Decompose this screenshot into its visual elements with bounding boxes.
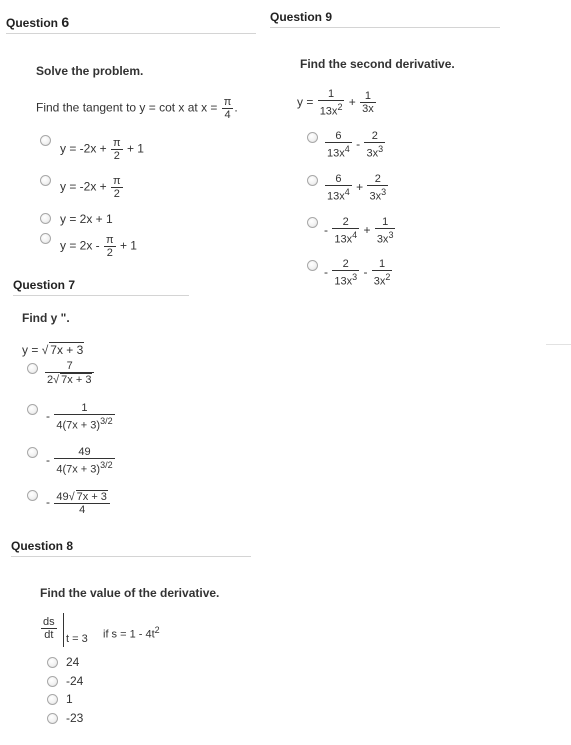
q8-eval-at: t = 3 (66, 633, 88, 645)
fraction: $\frac{2}{3x^3}$ (366, 130, 384, 160)
fraction: $\frac{6}{13x^4}$ (327, 173, 350, 203)
q6-option-3: y = 2x + 1 (60, 212, 113, 226)
q8-condition: if $s = 1 - 4t^2$ (103, 625, 160, 641)
q8-option-3: 1 (66, 692, 73, 706)
q6-option-1-radio[interactable] (40, 135, 51, 146)
fraction: $\frac{7}{2√ 7x + 3}$ (45, 360, 94, 386)
question-8-instruction: Find the value of the derivative. (40, 586, 220, 600)
q7-option-4-radio[interactable] (27, 490, 38, 501)
question-7-instruction: Find y ". (22, 311, 70, 325)
question-7-given: y = √ 7x + 3 (22, 343, 84, 357)
question-9-given: y = $\frac{1}{13x^2}$ + $\frac{1}{3x}$ (297, 88, 374, 118)
question-6-heading: Question 6 (6, 14, 256, 34)
fraction: $\frac{1}{3x^3}$ (376, 216, 394, 246)
q8-option-2-radio[interactable] (47, 676, 58, 687)
q9-option-2: $\frac{6}{13x^4}$ + $\frac{2}{3x^3}$ (327, 173, 387, 203)
q7-option-3-radio[interactable] (27, 447, 38, 458)
q6-option-2: y = -2x + $\frac{\pi}{2}$ (60, 175, 121, 200)
question-7-heading: Question 7 (13, 278, 189, 296)
q7-option-1-radio[interactable] (27, 363, 38, 374)
question-9-instruction: Find the second derivative. (300, 57, 455, 71)
q8-derivative-expression (40, 616, 58, 641)
evaluation-bar (63, 613, 64, 647)
q8-option-1-radio[interactable] (47, 657, 58, 668)
fraction: $\frac{2}{3x^3}$ (369, 173, 387, 203)
q6-option-4: y = 2x - $\frac{\pi}{2}$ + 1 (60, 234, 137, 259)
q6-option-4-radio[interactable] (40, 233, 51, 244)
fraction: $\frac{49√ 7x + 3}{4}$ (54, 490, 110, 516)
fraction: $\frac{1}{3x}$ (362, 90, 374, 116)
question-6-instruction: Solve the problem. (36, 64, 144, 78)
q8-option-2: -24 (66, 674, 84, 688)
q7-option-4: - $\frac{49√ 7x + 3}{4}$ (46, 490, 111, 516)
question-number: 6 (61, 14, 70, 30)
q9-option-1: $\frac{6}{13x^4}$ - $\frac{2}{3x^3}$ (327, 130, 384, 160)
sqrt-sign: √ (41, 343, 49, 357)
q7-option-1 (44, 360, 95, 386)
q9-option-3: - $\frac{2}{13x^4}$ + $\frac{1}{3x^3}$ (324, 216, 394, 246)
fraction: $\frac{2}{13x^4}$ (334, 216, 358, 246)
fraction: $\frac{1}{13x^2}$ (319, 88, 343, 118)
fraction: $\frac{6}{13x^4}$ (327, 130, 350, 160)
q6-option-2-radio[interactable] (40, 175, 51, 186)
fraction: $\frac{1}{4(7x + 3)^{3/2}}$ (56, 402, 113, 432)
fraction: $\frac{\pi}{2}$ (106, 234, 114, 259)
q8-option-3-radio[interactable] (47, 694, 58, 705)
fraction: $\frac{49}{4(7x + 3)^{3/2}}$ (56, 446, 113, 476)
q9-option-4: - $\frac{2}{13x^3}$ - $\frac{1}{3x^2}$ (324, 258, 391, 288)
q9-option-3-radio[interactable] (307, 217, 318, 228)
question-6-prompt: Find the tangent to y = cot x at x = $\frac{\pi}{4}$ . (36, 96, 238, 121)
q8-option-4: -23 (66, 711, 84, 725)
fraction: $\frac{\pi}{4}$ (223, 96, 232, 121)
q6-option-3-radio[interactable] (40, 213, 51, 224)
q9-option-1-radio[interactable] (307, 132, 318, 143)
q6-option-1: y = -2x + $\frac{\pi}{2}$ + 1 (60, 137, 144, 162)
right-divider (546, 344, 571, 345)
q8-option-1: 24 (66, 655, 80, 669)
fraction: $\frac{1}{3x^2}$ (373, 258, 391, 288)
fraction: $\frac{ds}{dt}$ (43, 616, 55, 641)
q7-option-2: - $\frac{1}{4(7x + 3)^{3/2}}$ (46, 402, 113, 432)
question-9-heading: Question 9 (270, 10, 500, 28)
q7-option-2-radio[interactable] (27, 404, 38, 415)
fraction: $\frac{\pi}{2}$ (113, 137, 121, 162)
fraction: $\frac{\pi}{2}$ (113, 175, 121, 200)
q9-option-4-radio[interactable] (307, 260, 318, 271)
q9-option-2-radio[interactable] (307, 175, 318, 186)
q7-option-3: - $\frac{49}{4(7x + 3)^{3/2}}$ (46, 446, 113, 476)
question-8-heading: Question 8 (11, 539, 251, 557)
q8-option-4-radio[interactable] (47, 713, 58, 724)
fraction: $\frac{2}{13x^3}$ (334, 258, 358, 288)
